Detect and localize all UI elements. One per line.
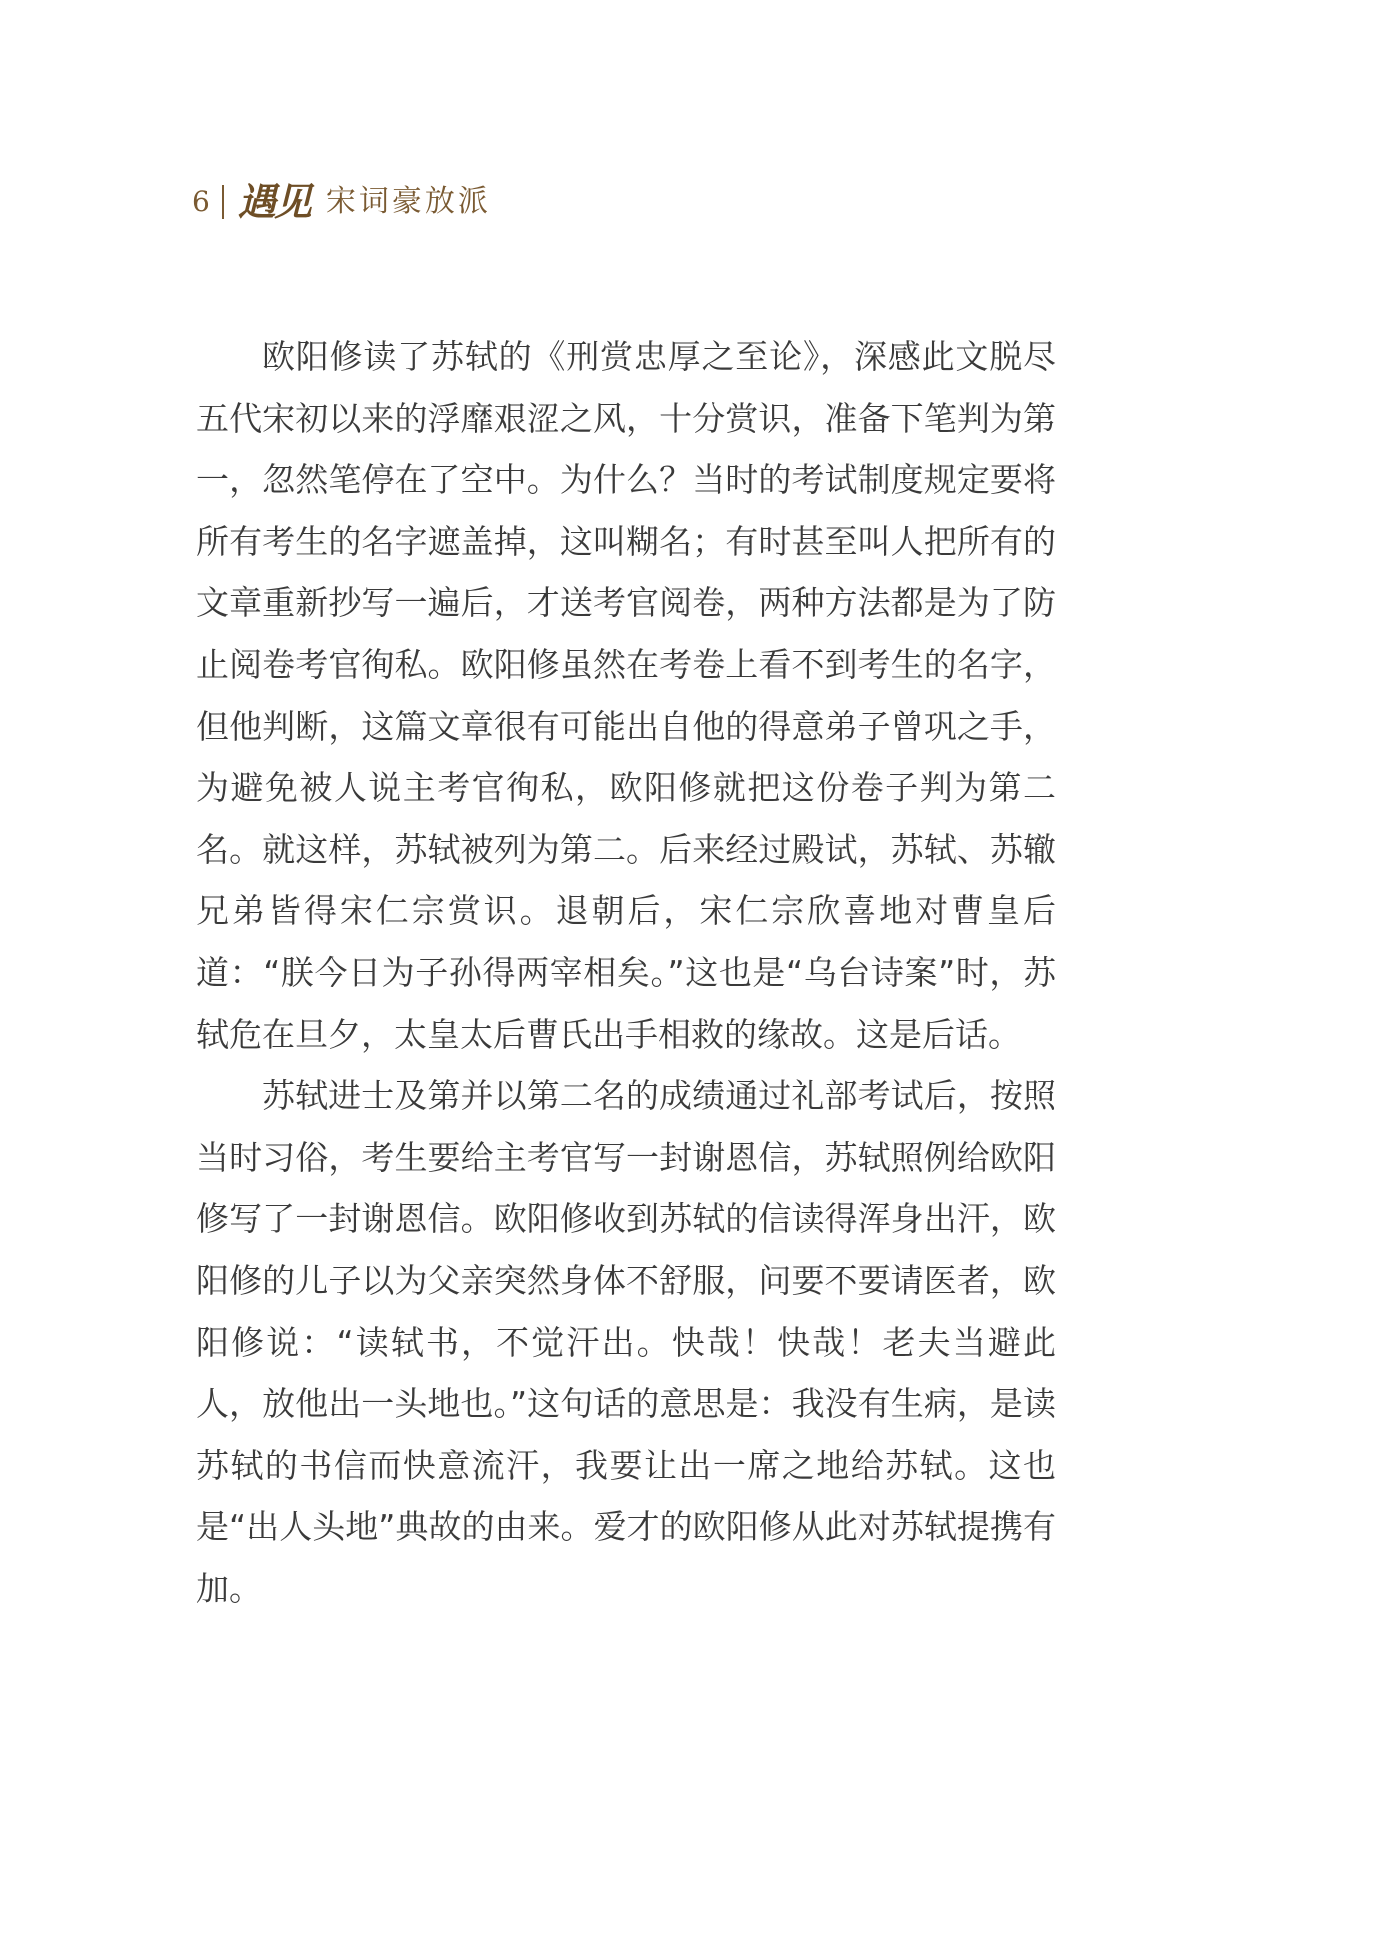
paragraph-1: 欧阳修读了苏轼的《刑赏忠厚之至论》，深感此文脱尽五代宋初以来的浮靡艰涩之风，十分赏识，准备下笔判为第一，忽然笔停在了空中。为什么？当时的考试制度规定要将所有考生的名字遮盖掉，这叫糊名；有时甚至叫人把所有的文章重新抄写一遍后，才送考官阅卷，两种方法都是为了防止阅卷考官徇私。欧阳修虽然在考卷上看不到考生的名字，但他判断，这篇文章很有可能出自他的得意弟子曾巩之手，为避免被人说主考官徇私，欧阳修就把这份卷子判为第二名。就这样，苏轼被列为第二。后来经过殿试，苏轼、苏辙兄弟皆得宋仁宗赏识。退朝后，宋仁宗欣喜地对曹皇后道：“朕今日为子孙得两宰相矣。”这也是“乌台诗案”时，苏轼危在旦夕，太皇太后曹氏出手相救的缘故。这是后话。 [196,337,1056,1054]
body-text [196,326,1056,1619]
paragraph-2: 苏轼进士及第并以第二名的成绩通过礼部考试后，按照当时习俗，考生要给主考官写一封谢恩信，苏轼照例给欧阳修写了一封谢恩信。欧阳修收到苏轼的信读得浑身出汗，欧阳修的儿子以为父亲突然身体不舒服，问要不要请医者，欧阳修说：“读轼书，不觉汗出。快哉！快哉！老夫当避此人，放他出一头地也。”这句话的意思是：我没有生病，是读苏轼的书信而快意流汗，我要让出一席之地给苏轼。这也是“出人头地”典故的由来。爱才的欧阳修从此对苏轼提携有加。 [196,1076,1056,1608]
book-title: 宋词豪放派 [325,184,491,219]
header-divider [222,185,224,219]
series-logo: 遇见 [237,179,310,224]
page-number: 6 [192,185,210,218]
running-header [192,178,491,226]
